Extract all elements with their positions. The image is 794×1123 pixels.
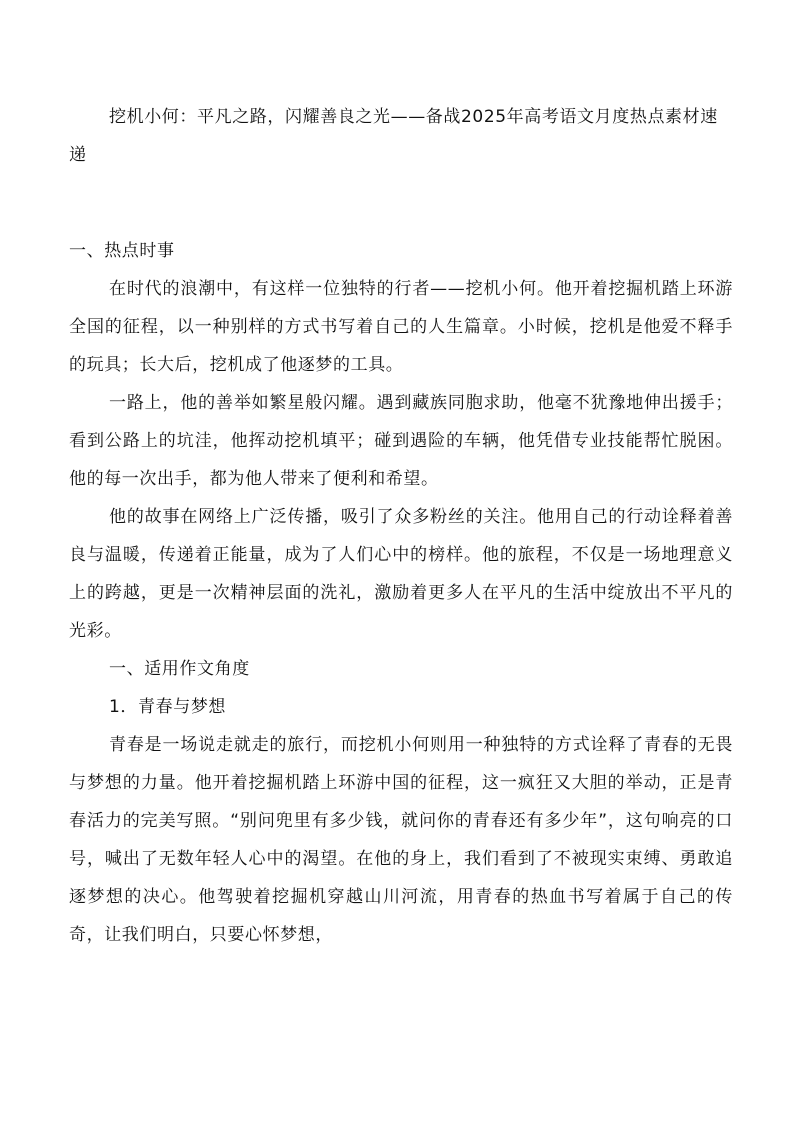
paragraph: 在时代的浪潮中，有这样一位独特的行者——挖机小何。他开着挖掘机踏上环游全国的征程，以一种别样的方式书写着自己的人生篇章。小时候，挖机是他爱不释手的玩具；长大后，挖机成了他逐梦的工具。 [69,279,733,375]
document-title: 挖机小何：平凡之路，闪耀善良之光——备战2025年高考语文月度热点素材速递 [69,107,718,165]
subsection-heading-youth-dream: 1．青春与梦想 [109,697,227,717]
paragraph: 一路上，他的善举如繁星般闪耀。遇到藏族同胞求助，他毫不犹豫地伸出援手；看到公路上的坑洼，他挥动挖机填平；碰到遇险的车辆，他凭借专业技能帮忙脱困。他的每一次出手，都为他人带来了便利和希望。 [69,393,733,489]
document-body [69,98,733,954]
section-heading-hot-events: 一、热点时事 [69,241,175,261]
paragraph: 青春是一场说走就走的旅行，而挖机小何则用一种独特的方式诠释了青春的无畏与梦想的力量。他开着挖掘机踏上环游中国的征程，这一疯狂又大胆的举动，正是青春活力的完美写照。“别问兜里有多少钱，就问你的青春还有多少年”，这句响亮的口号，喊出了无数年轻人心中的渴望。在他的身上，我们看到了不被现实束缚、勇敢追逐梦想的决心。他驾驶着挖掘机穿越山川河流，用青春的热血书写着属于自己的传奇，让我们明白，只要心怀梦想， [69,735,733,945]
section-heading-essay-angles: 一、适用作文角度 [109,659,250,679]
paragraph: 他的故事在网络上广泛传播，吸引了众多粉丝的关注。他用自己的行动诠释着善良与温暖，传递着正能量，成为了人们心中的榜样。他的旅程，不仅是一场地理意义上的跨越，更是一次精神层面的洗礼，激励着更多人在平凡的生活中绽放出不平凡的光彩。 [69,507,733,641]
